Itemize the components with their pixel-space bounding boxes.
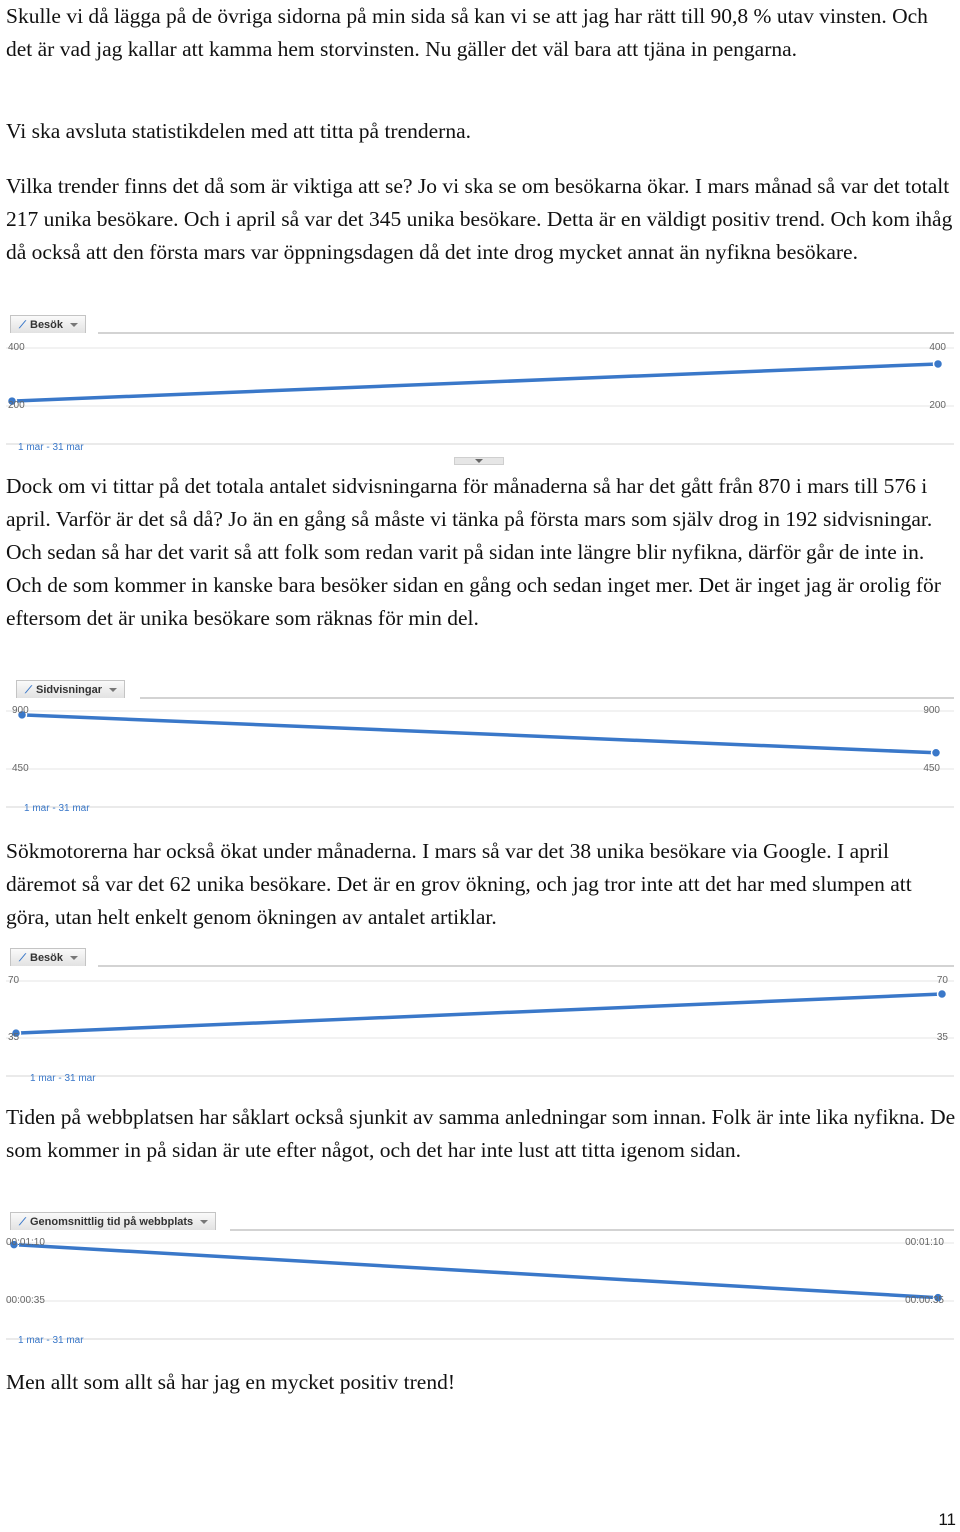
- y-tick-label-top-left: 400: [8, 342, 25, 353]
- data-point[interactable]: [934, 359, 943, 368]
- y-tick-label-top-left: 70: [8, 975, 20, 986]
- date-range-label: 1 mar - 31 mar: [24, 803, 90, 814]
- series-line: [14, 1245, 938, 1298]
- chevron-down-icon: [70, 956, 78, 960]
- y-tick-label-bottom-right: 35: [936, 1032, 948, 1043]
- series-line: [22, 715, 936, 753]
- metric-dropdown[interactable]: [10, 315, 86, 333]
- paragraph: Dock om vi tittar på det totala antalet sidvisningarna för månaderna så har det gått från 870 i mars till 576 i april. Varför är det så då? Jo än en gång så måste vi tänka på första mars som själv drog in 192 sidvisningar. Och sedan så har det varit så att folk som redan varit på sidan inte längre blir nyfikna, därför går de inte in. Och de som kommer in kanske bara besöker sidan en gång och sedan inget mer. Det är inget jag är orolig för eftersom det är unika besökare som räknas för min del.: [6, 474, 941, 630]
- y-tick-label-bottom-right: 450: [923, 763, 940, 774]
- paragraph: Men allt som allt så har jag en mycket positiv trend!: [6, 1370, 456, 1394]
- metric-dropdown[interactable]: [10, 948, 86, 966]
- line-chart-tid-pa-webbplats: [6, 1212, 954, 1352]
- line-chart-icon: ⟋: [19, 1217, 26, 1228]
- y-tick-label-top-right: 900: [923, 705, 940, 716]
- date-range-label: 1 mar - 31 mar: [18, 442, 84, 453]
- paragraph: Vilka trender finns det då som är viktiga att se? Jo vi ska se om besökarna ökar. I mars månad så var det totalt 217 unika besökare. Och i april så var det 345 unika besökare. Detta är en väldigt positiv trend. Och kom ihåg då också att den första mars var öppningsdagen då det inte drog mycket annat än nyfikna besökare.: [6, 174, 953, 264]
- y-tick-label-top-left: 900: [12, 705, 29, 716]
- y-tick-label-bottom-left: 200: [8, 400, 25, 411]
- data-point[interactable]: [932, 748, 941, 757]
- paragraph: Skulle vi då lägga på de övriga sidorna på min sida så kan vi se att jag har rätt till 90,8 % utav vinsten. Och det är vad jag kallar att kamma hem storvinsten. Nu gäller det väl bara att tjäna in pengarna.: [6, 4, 928, 61]
- line-chart-icon: ⟋: [25, 685, 32, 696]
- scroll-handle[interactable]: [454, 457, 504, 465]
- page-number: 11: [938, 1510, 956, 1529]
- paragraph: Sökmotorerna har också ökat under månaderna. I mars så var det 38 unika besökare via Google. I april däremot så var det 62 unika besökare. Det är en grov ökning, och jag tror inte att det har med slumpen att göra, utan helt enkelt genom ökningen av antalet artiklar.: [6, 839, 912, 929]
- y-tick-label-top-left: 00:01:10: [6, 1237, 45, 1248]
- line-chart-sidvisningar: [6, 680, 954, 820]
- chevron-down-icon: [109, 688, 117, 692]
- chart-plot: [6, 1212, 954, 1352]
- metric-label: Genomsnittlig tid på webbplats: [30, 1216, 194, 1228]
- metric-dropdown[interactable]: [16, 680, 125, 698]
- chevron-down-icon: [70, 323, 78, 327]
- metric-label: Sidvisningar: [36, 684, 103, 696]
- date-range-label: 1 mar - 31 mar: [18, 1335, 84, 1346]
- paragraph: Vi ska avsluta statistikdelen med att titta på trenderna.: [6, 119, 472, 143]
- data-point[interactable]: [938, 990, 947, 999]
- line-chart-icon: ⟋: [19, 320, 26, 331]
- y-tick-label-bottom-right: 200: [929, 400, 946, 411]
- paragraph: Tiden på webbplatsen har såklart också sjunkit av samma anledningar som innan. Folk är inte lika nyfikna. De som kommer in på sidan är ute efter något, och det har inte lust att titta igenom sidan.: [6, 1105, 956, 1162]
- y-tick-label-bottom-left: 35: [8, 1032, 20, 1043]
- chart-plot: [6, 948, 954, 1088]
- line-chart-besok-google: [6, 948, 954, 1088]
- chart-plot: [6, 315, 954, 467]
- y-tick-label-bottom-left: 450: [12, 763, 29, 774]
- series-line: [16, 994, 942, 1033]
- metric-label: Besök: [30, 319, 64, 331]
- y-tick-label-top-right: 400: [929, 342, 946, 353]
- metric-label: Besök: [30, 952, 64, 964]
- y-tick-label-bottom-right: 00:00:35: [905, 1295, 944, 1306]
- metric-dropdown[interactable]: [10, 1212, 216, 1230]
- line-chart-icon: ⟋: [19, 953, 26, 964]
- line-chart-besok: [6, 315, 954, 467]
- chart-plot: [6, 680, 954, 820]
- y-tick-label-bottom-left: 00:00:35: [6, 1295, 45, 1306]
- series-line: [12, 364, 938, 401]
- date-range-label: 1 mar - 31 mar: [30, 1073, 96, 1084]
- chevron-down-icon: [200, 1220, 208, 1224]
- y-tick-label-top-right: 70: [936, 975, 948, 986]
- y-tick-label-top-right: 00:01:10: [905, 1237, 944, 1248]
